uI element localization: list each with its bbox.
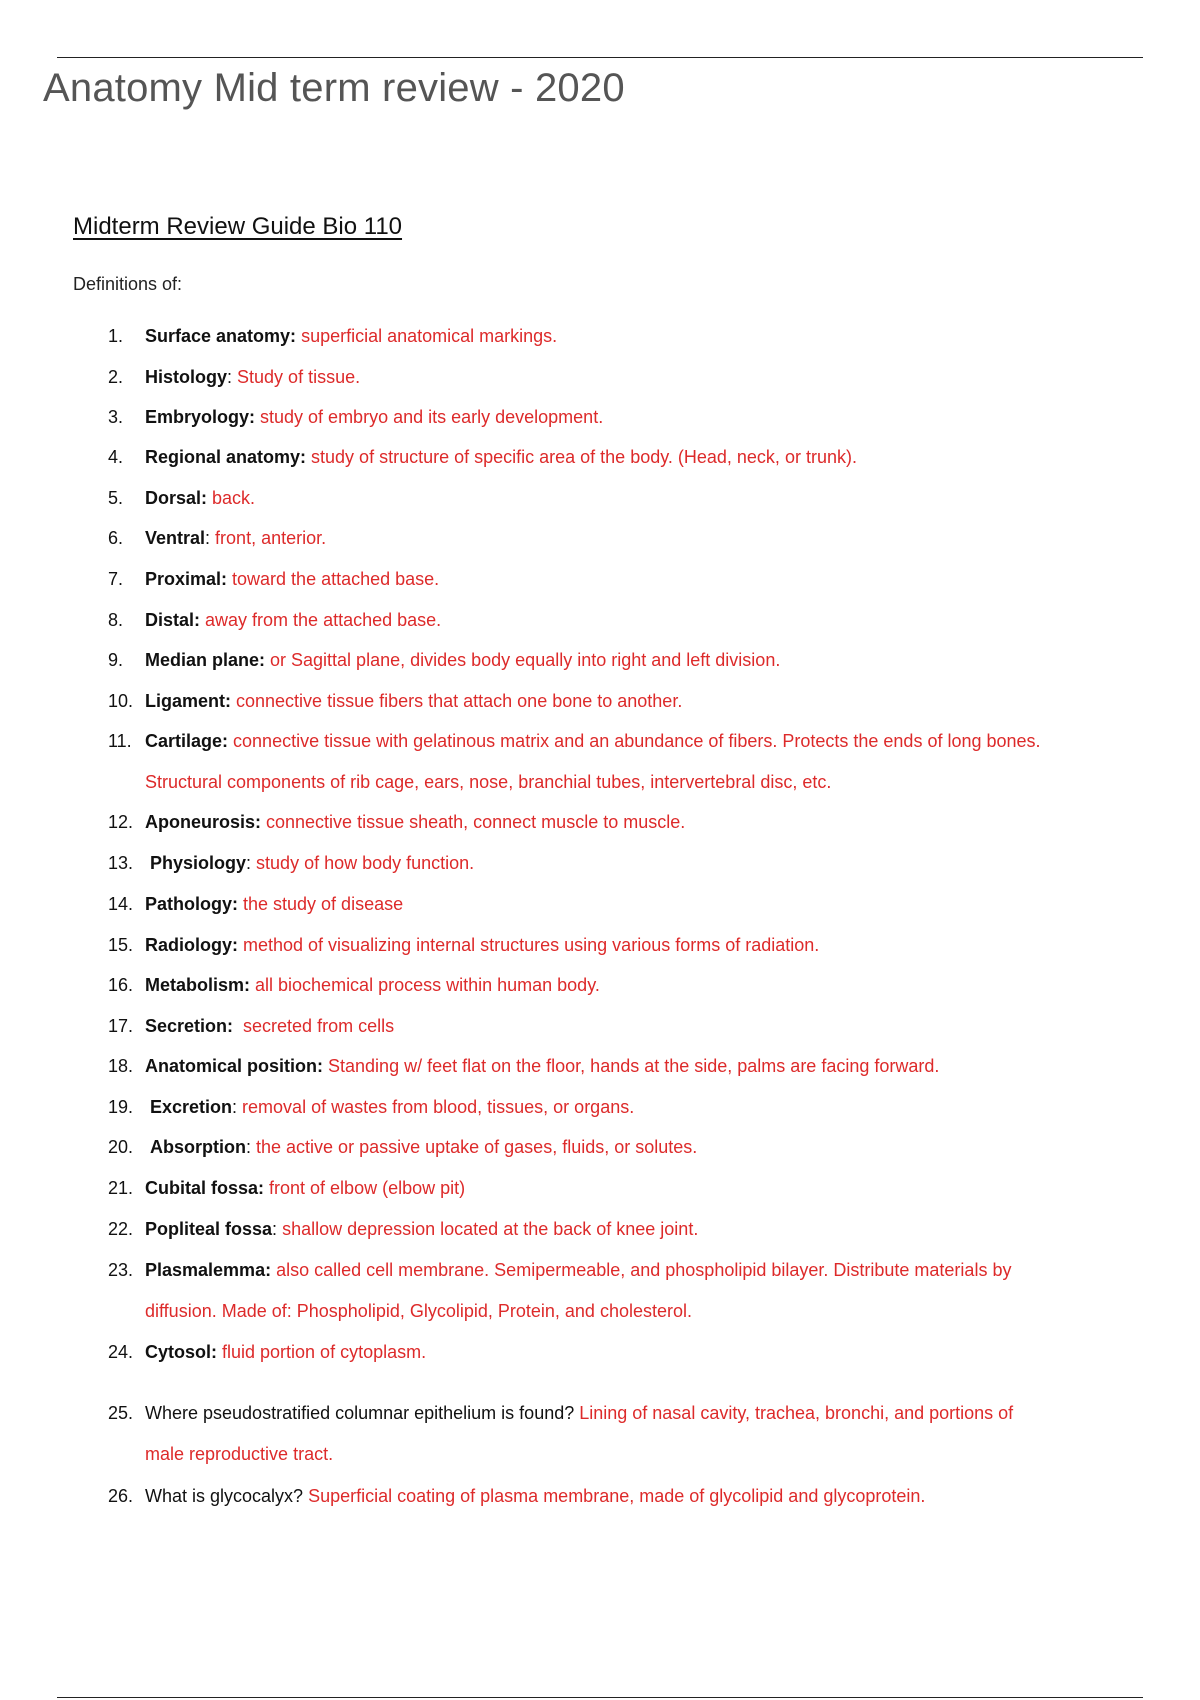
list-item: [108, 437, 1148, 477]
item-definition: secreted from cells: [233, 1016, 395, 1036]
item-number: 16.: [108, 975, 134, 995]
item-colon: :: [227, 367, 238, 387]
item-number: 17.: [108, 1016, 134, 1036]
definitions-intro: Definitions of:: [73, 274, 183, 294]
item-number: 15.: [108, 935, 134, 955]
item-term: Cartilage:: [145, 731, 229, 751]
item-term: Ventral: [145, 528, 206, 548]
guide-heading: Midterm Review Guide Bio 110: [73, 213, 403, 240]
item-definition: Lining of nasal cavity, trachea, bronchi, and portions of: [579, 1403, 1014, 1423]
item-colon: :: [232, 1097, 243, 1117]
list-item: [108, 518, 1148, 558]
item-definition: all biochemical process within human body.: [250, 975, 600, 995]
list-item: [108, 1046, 1148, 1086]
item-term: Proximal:: [145, 569, 228, 589]
item-number: 7.: [108, 569, 124, 589]
list-item: [108, 965, 1148, 1005]
item-term: Embryology:: [145, 407, 256, 427]
item-term: Metabolism:: [145, 975, 251, 995]
item-definition-continued: male reproductive tract.: [145, 1444, 334, 1464]
list-item: [108, 1209, 1148, 1249]
item-definition: connective tissue with gelatinous matrix and an abundance of fibers. Protects the ends of long bones.: [228, 731, 1041, 751]
item-term: Anatomical position:: [145, 1056, 324, 1076]
item-definition: Superficial coating of plasma membrane, made of glycolipid and glycoprotein.: [308, 1486, 926, 1506]
item-definition: study of how body function.: [256, 853, 475, 873]
list-item: [108, 1006, 1148, 1046]
item-term: Histology: [145, 367, 228, 387]
item-number: 5.: [108, 488, 124, 508]
item-definition: connective tissue sheath, connect muscle to muscle.: [261, 812, 686, 832]
list-item: [108, 478, 1148, 518]
item-number: 20.: [108, 1137, 134, 1157]
list-item: [108, 559, 1148, 599]
item-number: 9.: [108, 650, 124, 670]
item-term: Surface anatomy:: [145, 326, 297, 346]
item-number: 1.: [108, 326, 124, 346]
item-term: Plasmalemma:: [145, 1260, 272, 1280]
item-definition: the active or passive uptake of gases, fluids, or solutes.: [256, 1137, 698, 1157]
item-colon: :: [246, 1137, 257, 1157]
item-number: 11.: [108, 731, 132, 751]
item-term: Ligament:: [145, 691, 232, 711]
item-term: Cytosol:: [145, 1342, 217, 1362]
list-item: [108, 1087, 1148, 1127]
item-definition: the study of disease: [238, 894, 404, 914]
item-number: 4.: [108, 447, 124, 467]
item-number: 18.: [108, 1056, 134, 1076]
item-number: 25.: [108, 1403, 134, 1423]
item-term: Cubital fossa:: [145, 1178, 265, 1198]
list-item: [108, 397, 1148, 437]
item-colon: :: [205, 528, 216, 548]
top-rule: [57, 57, 1143, 58]
item-definition: front, anterior.: [215, 528, 327, 548]
item-definition: toward the attached base.: [227, 569, 440, 589]
item-term: Median plane:: [145, 650, 266, 670]
item-term: Pathology:: [145, 894, 238, 914]
item-number: 23.: [108, 1260, 134, 1280]
item-term: Aponeurosis:: [145, 812, 262, 832]
document-title: Anatomy Mid term review - 2020: [43, 66, 625, 110]
item-number: 19.: [108, 1097, 134, 1117]
item-definition: study of structure of specific area of the body. (Head, neck, or trunk).: [306, 447, 857, 467]
item-number: 22.: [108, 1219, 134, 1239]
item-definition: front of elbow (elbow pit): [264, 1178, 466, 1198]
item-definition: study of embryo and its early development.: [255, 407, 604, 427]
item-term: Excretion: [150, 1097, 233, 1117]
item-colon: :: [246, 853, 257, 873]
item-definition: Study of tissue.: [237, 367, 361, 387]
item-term: Distal:: [145, 610, 201, 630]
list-item: [108, 1476, 1148, 1516]
list-item: [108, 1332, 1148, 1372]
list-item: [108, 600, 1148, 640]
item-definition: removal of wastes from blood, tissues, or organs.: [242, 1097, 635, 1117]
item-number: 12.: [108, 812, 134, 832]
item-definition: also called cell membrane. Semipermeable, and phospholipid bilayer. Distribute materials by: [271, 1260, 1012, 1280]
list-item: [108, 1393, 1148, 1433]
item-definition: connective tissue fibers that attach one bone to another.: [231, 691, 683, 711]
item-definition: back.: [207, 488, 256, 508]
item-definition: or Sagittal plane, divides body equally into right and left division.: [265, 650, 781, 670]
item-term: Absorption: [150, 1137, 246, 1157]
item-definition-continued: diffusion. Made of: Phospholipid, Glycolipid, Protein, and cholesterol.: [145, 1301, 692, 1321]
item-number: 8.: [108, 610, 124, 630]
item-number: 10.: [108, 691, 134, 711]
list-item: [108, 884, 1148, 924]
item-term: Secretion:: [145, 1016, 234, 1036]
item-definition: Standing w/ feet flat on the floor, hands at the side, palms are facing forward.: [323, 1056, 940, 1076]
list-item: [108, 843, 1148, 883]
list-item: [108, 802, 1148, 842]
item-number: 14.: [108, 894, 134, 914]
item-number: 6.: [108, 528, 124, 548]
item-question: What is glycocalyx?: [145, 1486, 309, 1506]
item-term: Regional anatomy:: [145, 447, 307, 467]
list-item: [108, 357, 1148, 397]
list-item: [108, 681, 1148, 721]
item-definition: shallow depression located at the back of knee joint.: [282, 1219, 699, 1239]
item-definition: away from the attached base.: [200, 610, 442, 630]
item-definition: method of visualizing internal structures using various forms of radiation.: [238, 935, 820, 955]
item-number: 13.: [108, 853, 134, 873]
list-item: [108, 721, 1148, 761]
item-term: Radiology:: [145, 935, 238, 955]
item-number: 2.: [108, 367, 124, 387]
item-question: Where pseudostratified columnar epithelium is found?: [145, 1403, 580, 1423]
bottom-rule: [57, 1697, 1143, 1698]
item-term: Popliteal fossa: [145, 1219, 273, 1239]
list-item: [108, 1168, 1148, 1208]
item-colon: :: [272, 1219, 283, 1239]
item-number: 3.: [108, 407, 124, 427]
item-term: Physiology: [150, 853, 247, 873]
item-number: 26.: [108, 1486, 134, 1506]
item-number: 24.: [108, 1342, 134, 1362]
list-item: [108, 925, 1148, 965]
item-definition: superficial anatomical markings.: [296, 326, 558, 346]
item-definition: fluid portion of cytoplasm.: [217, 1342, 427, 1362]
item-number: 21.: [108, 1178, 134, 1198]
list-item: [108, 640, 1148, 680]
list-item: [108, 1250, 1148, 1290]
list-item: [108, 316, 1148, 356]
list-item: [108, 1127, 1148, 1167]
item-term: Dorsal:: [145, 488, 208, 508]
item-definition-continued: Structural components of rib cage, ears, nose, branchial tubes, intervertebral disc, etc.: [145, 772, 832, 792]
